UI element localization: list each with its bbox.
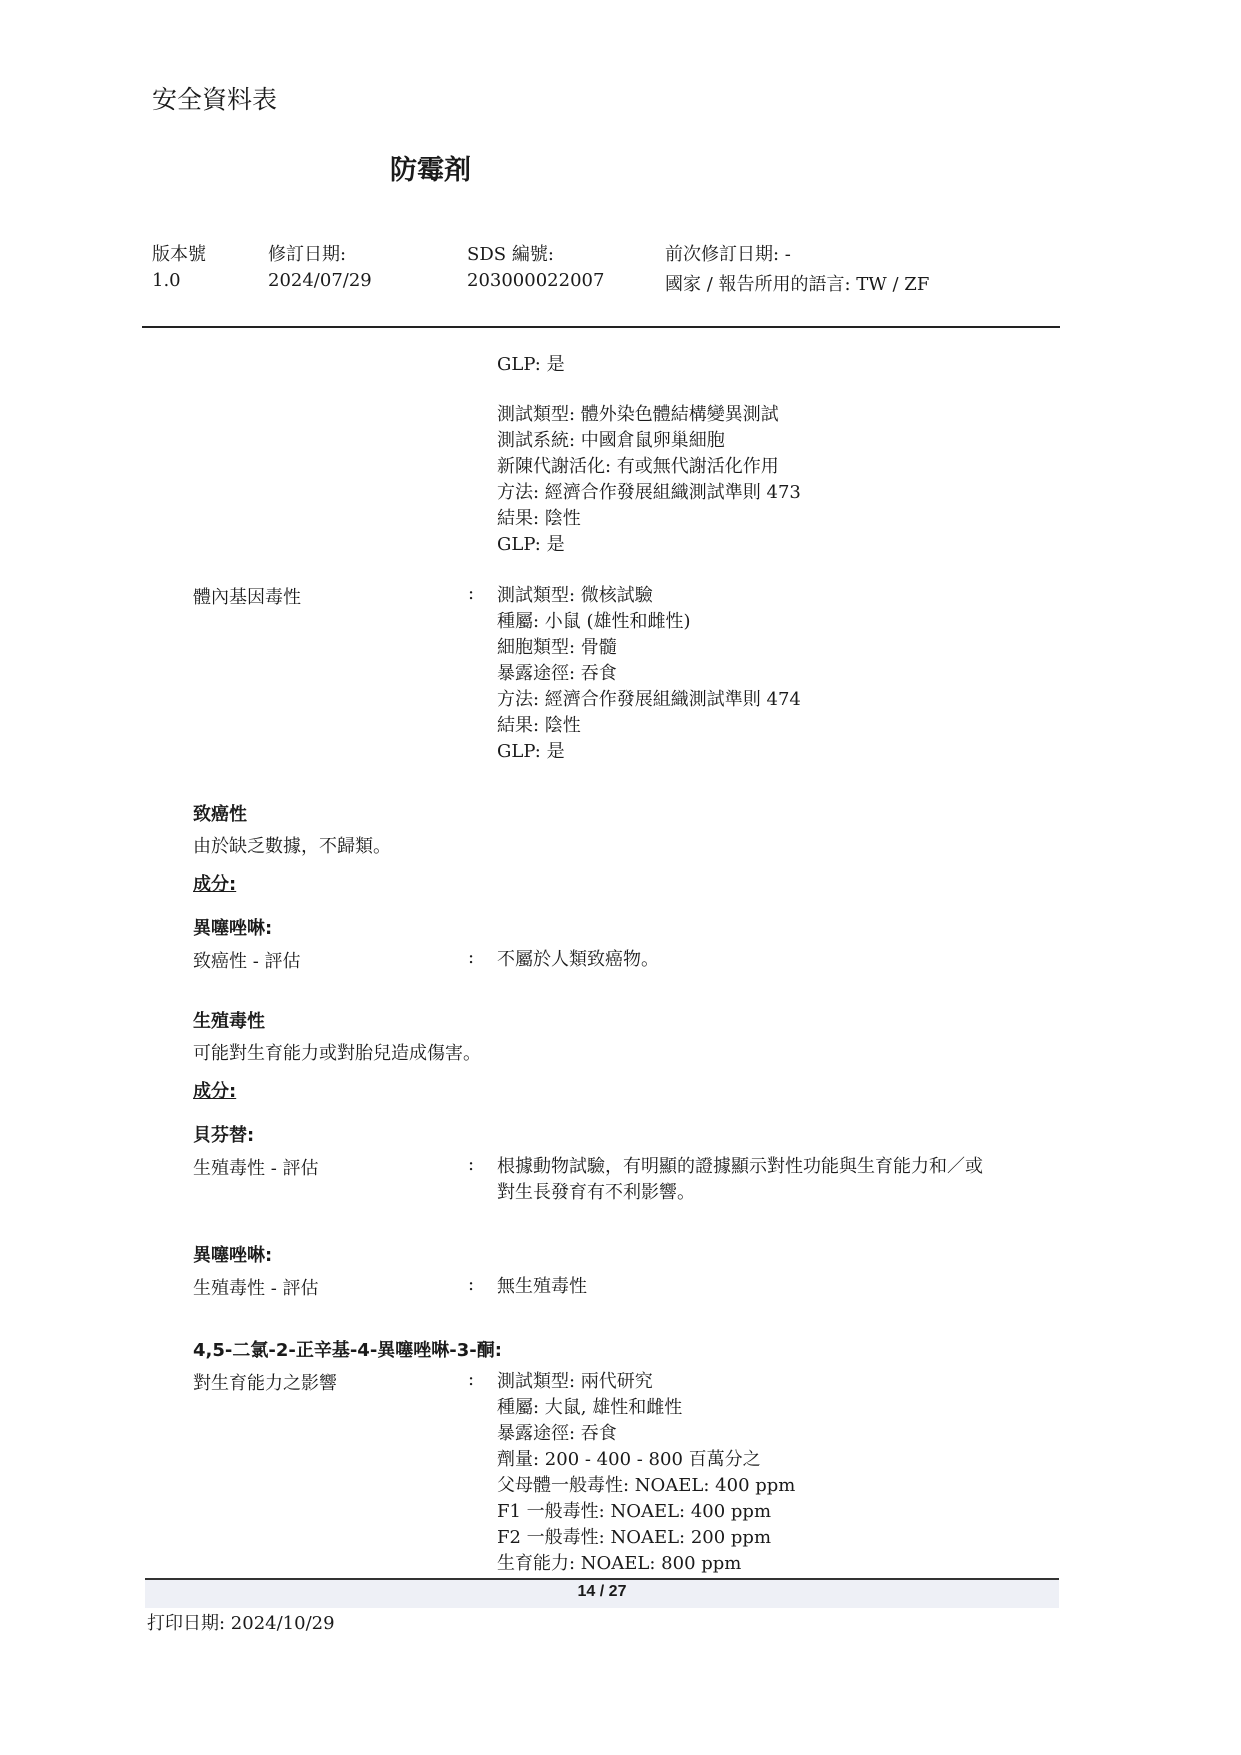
version-label: 版本號 bbox=[152, 244, 206, 265]
reproductive-assessment-label: 生殖毒性 - 評估 bbox=[193, 1158, 319, 1179]
carcinogenicity-assessment-label: 致癌性 - 評估 bbox=[193, 951, 301, 972]
country-language: 國家 / 報告所用的語言: TW / ZF bbox=[665, 274, 930, 295]
component-name: 異噻唑啉: bbox=[193, 1245, 273, 1266]
reproductive-assessment-label: 生殖毒性 - 評估 bbox=[193, 1278, 319, 1299]
sds-number-label: SDS 編號: bbox=[467, 244, 554, 265]
reproductive-toxicity-heading: 生殖毒性 bbox=[193, 1011, 265, 1032]
reproductive-toxicity-text: 可能對生育能力或對胎兒造成傷害。 bbox=[193, 1043, 481, 1064]
components-heading: 成分: bbox=[193, 874, 237, 895]
in-vivo-genotoxicity-values: 測試類型: 微核試驗 種屬: 小鼠 (雄性和雌性) 細胞類型: 骨髓 暴露途徑: 吞食 方法: 經濟合作發展組織測試準則 474 結果: 陰性 GLP: 是 bbox=[497, 585, 801, 762]
page-number-band bbox=[145, 1580, 1059, 1608]
previous-revision-label: 前次修訂日期: - bbox=[665, 244, 791, 265]
colon: : bbox=[468, 583, 475, 604]
component-name: 貝芬替: bbox=[193, 1125, 255, 1146]
product-name: 防霉剤 bbox=[390, 155, 471, 186]
revision-date-label: 修訂日期: bbox=[268, 244, 347, 265]
reproductive-assessment-value: 根據動物試驗，有明顯的證據顯示對性功能與生育能力和／或 對生長發育有不利影響。 bbox=[497, 1156, 983, 1203]
colon: : bbox=[468, 1369, 475, 1390]
document-type: 安全資料表 bbox=[152, 85, 278, 114]
print-date: 打印日期: 2024/10/29 bbox=[147, 1613, 335, 1634]
fertility-effects-label: 對生育能力之影響 bbox=[193, 1373, 337, 1394]
carcinogenicity-text: 由於缺乏數據，不歸類。 bbox=[193, 836, 391, 857]
colon: : bbox=[468, 947, 475, 968]
revision-date-value: 2024/07/29 bbox=[268, 270, 372, 291]
colon: : bbox=[468, 1274, 475, 1295]
component-name: 異噻唑啉: bbox=[193, 918, 273, 939]
glp-line-top: GLP: 是 bbox=[497, 354, 565, 375]
page-number: 14 / 27 bbox=[577, 1583, 627, 1600]
header-divider bbox=[142, 326, 1060, 328]
carcinogenicity-heading: 致癌性 bbox=[193, 804, 247, 825]
colon: : bbox=[468, 1154, 475, 1175]
components-heading: 成分: bbox=[193, 1081, 237, 1102]
in-vivo-genotoxicity-label: 體內基因毒性 bbox=[193, 587, 301, 608]
fertility-effects-values: 測試類型: 兩代研究 種屬: 大鼠, 雄性和雌性 暴露途徑: 吞食 劑量: 200 - 400 - 800 百萬分之 父母體一般毒性: NOAEL: 400 ppm F1 一般毒性: NOAEL: 400 ppm F2 一般毒性: NOAEL: 200 ppm 生育能力: NOAEL: 800 ppm bbox=[497, 1371, 796, 1574]
sds-number-value: 203000022007 bbox=[467, 270, 605, 291]
carcinogenicity-assessment-value: 不屬於人類致癌物。 bbox=[497, 949, 659, 970]
reproductive-assessment-value: 無生殖毒性 bbox=[497, 1276, 587, 1297]
version-value: 1.0 bbox=[152, 270, 181, 291]
in-vitro-chromosome-test: 測試類型: 體外染色體結構變異測試 測試系統: 中國倉鼠卵巢細胞 新陳代謝活化: 有或無代謝活化作用 方法: 經濟合作發展組織測試準則 473 結果: 陰性 GLP: 是 bbox=[497, 404, 801, 555]
component-name: 4,5-二氯-2-正辛基-4-異噻唑啉-3-酮: bbox=[193, 1340, 502, 1361]
